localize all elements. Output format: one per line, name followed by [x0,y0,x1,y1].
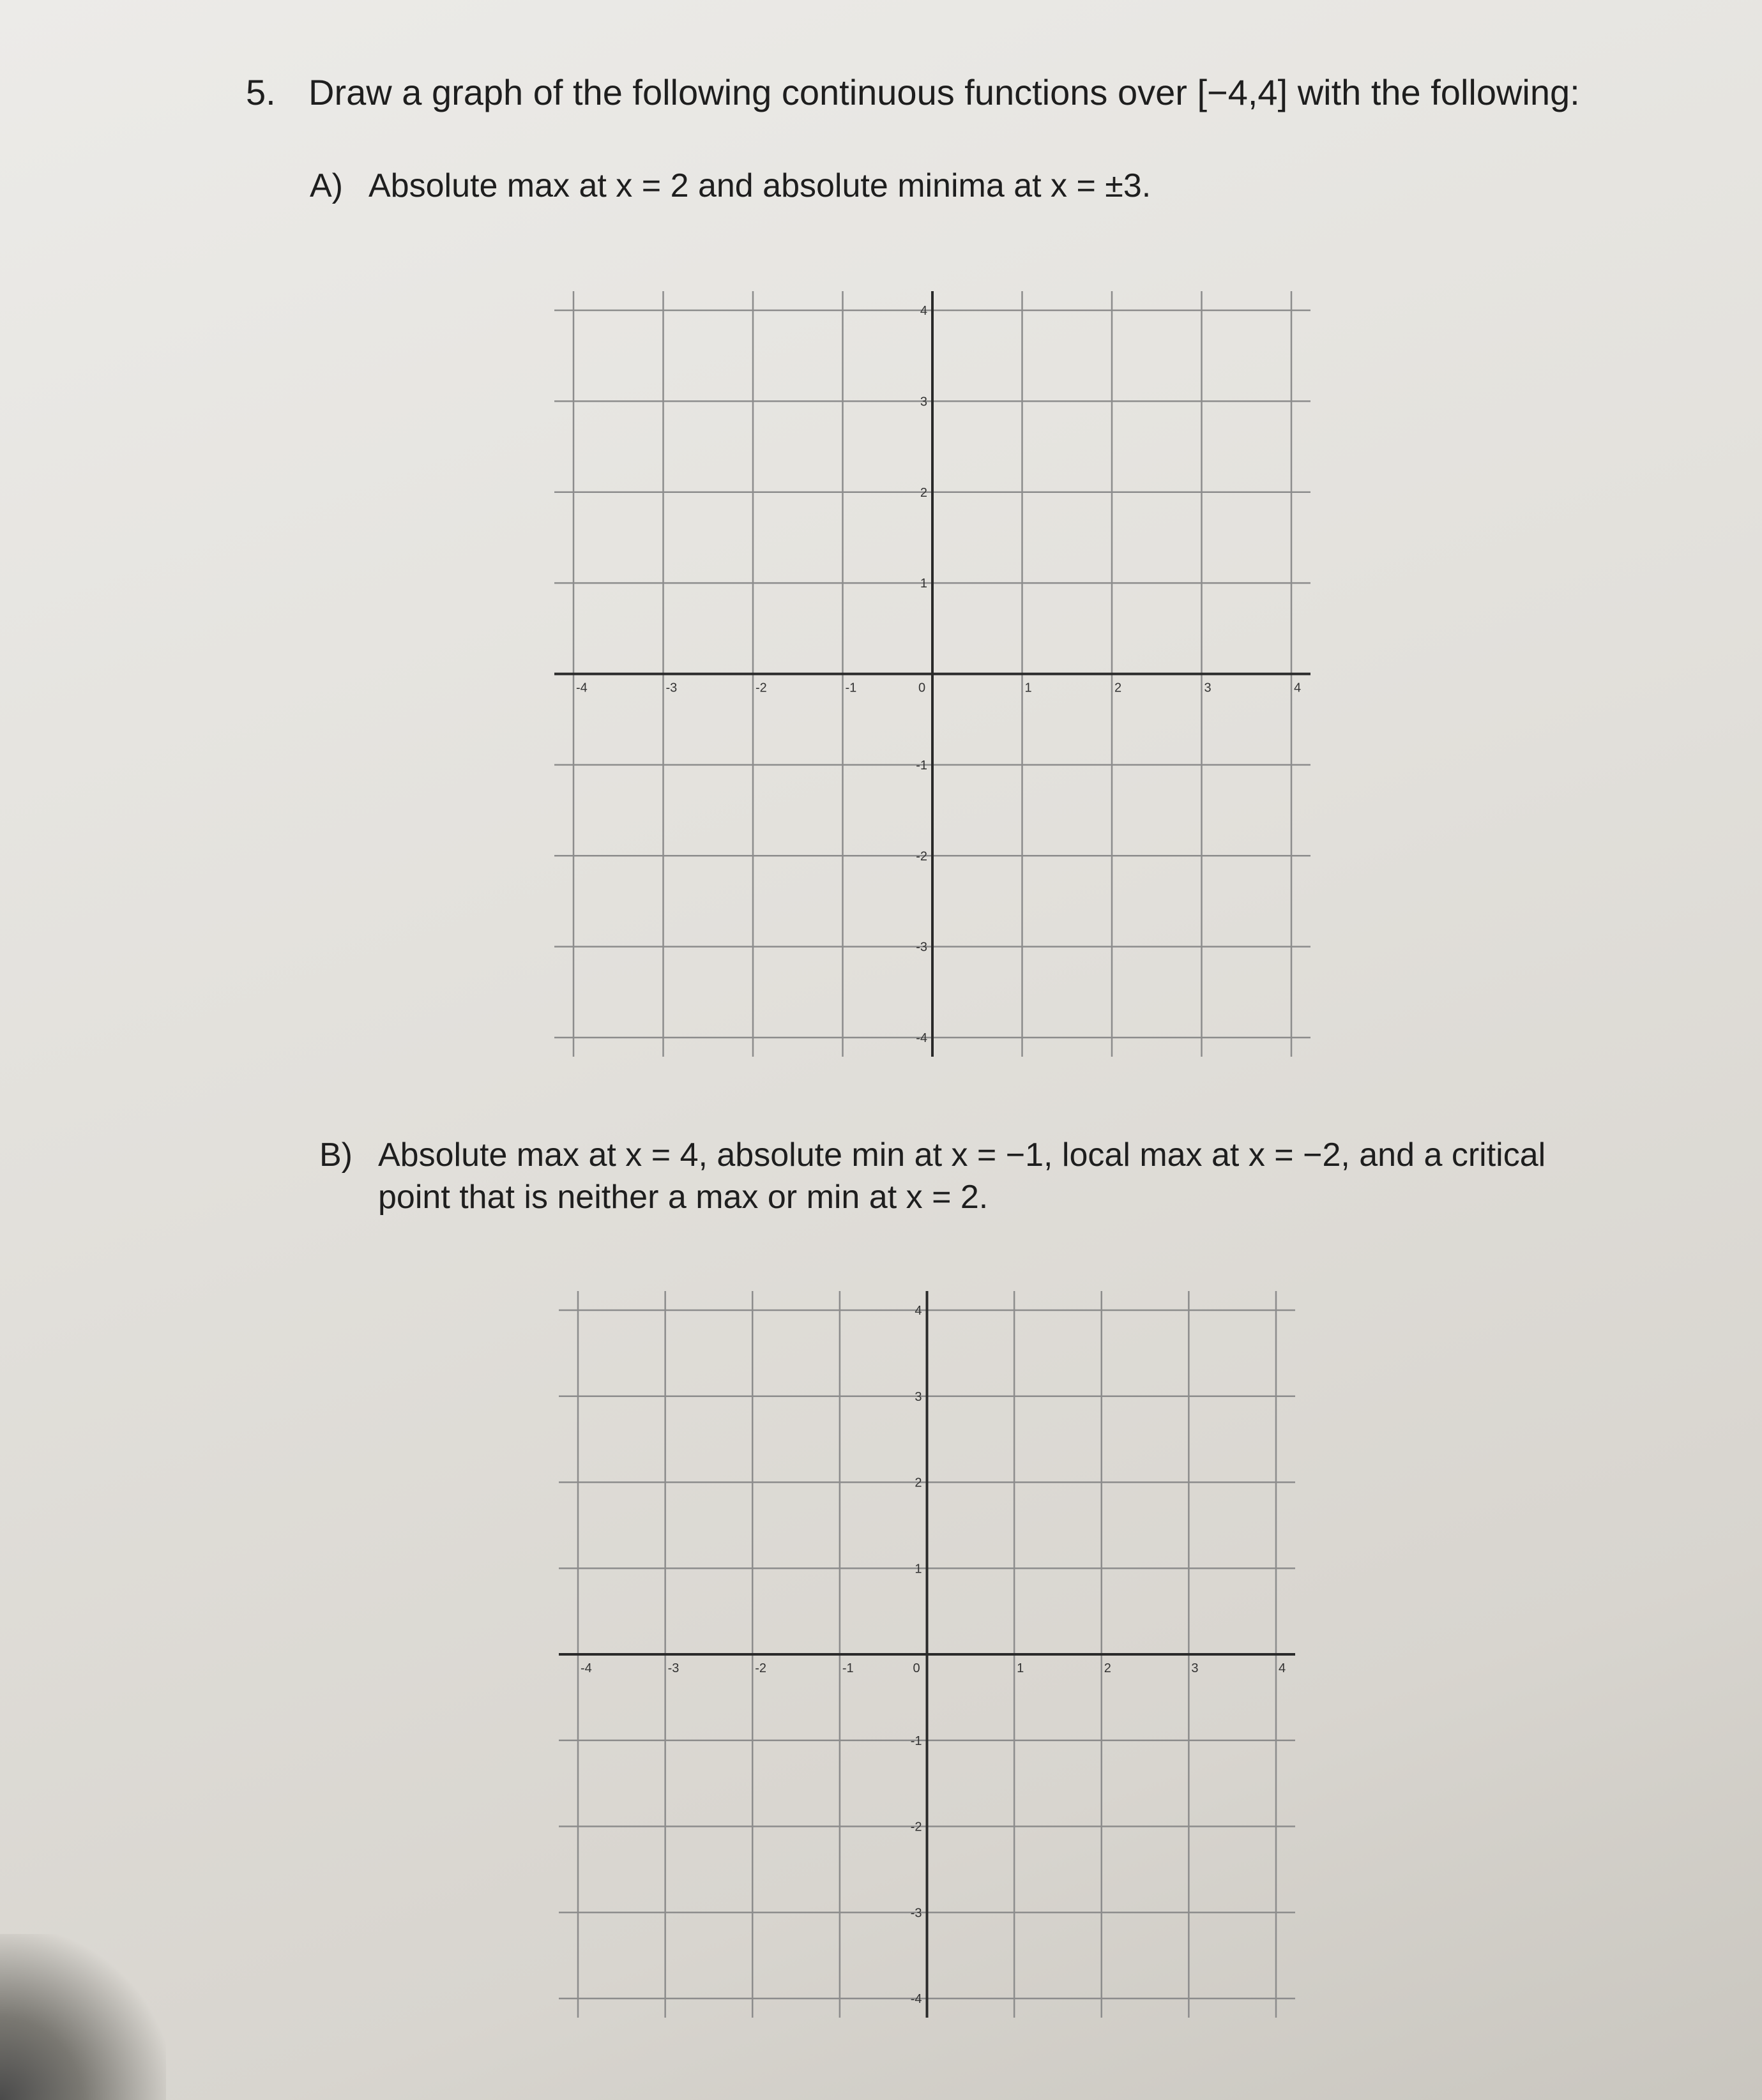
grid-b-x-tick-label: 3 [1191,1661,1199,1675]
grid-a-y-tick-label: 2 [920,485,927,500]
grid-a-x-tick-label: 0 [918,681,926,695]
grid-b-y-tick-label: -2 [910,1820,922,1834]
grid-b-y-tick-label: -3 [910,1906,922,1921]
grid-b-x-tick-label: 0 [913,1661,920,1675]
grid-b-x-tick-label: -2 [755,1661,767,1675]
grid-a-x-tick-label: 3 [1204,681,1211,695]
grid-b-y-tick-label: 3 [915,1389,922,1404]
grid-a-x-tick-label: 1 [1024,681,1032,695]
question-text: Draw a graph of the following continuous functions over [−4,4] with the following: [308,72,1580,112]
grid-a-x-tick-label: -3 [665,681,678,695]
part-b-text-line1: Absolute max at x = 4, absolute min at x = −1, local max at x = −2, and a critical [378,1137,1546,1174]
grid-a-x-tick-label: 4 [1294,681,1302,695]
part-b-label: B) [319,1137,353,1174]
grid-a-x-tick-label: -1 [845,681,857,695]
grid-b-y-tick-label: -1 [910,1734,922,1748]
grid-a-y-tick-label: -3 [916,940,927,955]
grid-b-y-tick-label: -4 [910,1992,922,2006]
grid-a-x-tick-label: 2 [1114,681,1122,695]
grid-b-x-tick-label: 2 [1104,1661,1111,1675]
part-b-text-line2: point that is neither a max or min at x = 2. [378,1179,989,1216]
grid-b-x-tick-label: 4 [1279,1661,1286,1675]
grid-a-y-tick-label: -2 [916,849,927,864]
grid-b-y-tick-label: 2 [915,1476,922,1490]
grid-a-x-tick-label: -2 [756,681,767,695]
question-number: 5. [246,72,276,112]
grid-b-y-tick-label: 4 [915,1304,922,1318]
grid-b-y-tick-label: 1 [915,1562,922,1576]
grid-a-y-tick-label: 1 [920,577,927,591]
part-a-text: Absolute max at x = 2 and absolute minima at x = ±3. [368,167,1151,204]
part-a-label: A) [310,167,343,204]
grid-b-x-tick-label: -1 [842,1661,854,1675]
grid-a-y-tick-label: -4 [916,1031,927,1045]
grid-b-x-tick-label: -3 [667,1661,680,1675]
grid-a-y-tick-label: -1 [916,758,927,773]
grid-b-x-tick-label: -4 [581,1661,592,1675]
grid-a-y-tick-label: 4 [920,304,927,318]
grid-b-x-tick-label: 1 [1017,1661,1024,1675]
grid-a-x-tick-label: -4 [576,681,588,695]
grid-a-y-tick-label: 3 [920,395,927,409]
